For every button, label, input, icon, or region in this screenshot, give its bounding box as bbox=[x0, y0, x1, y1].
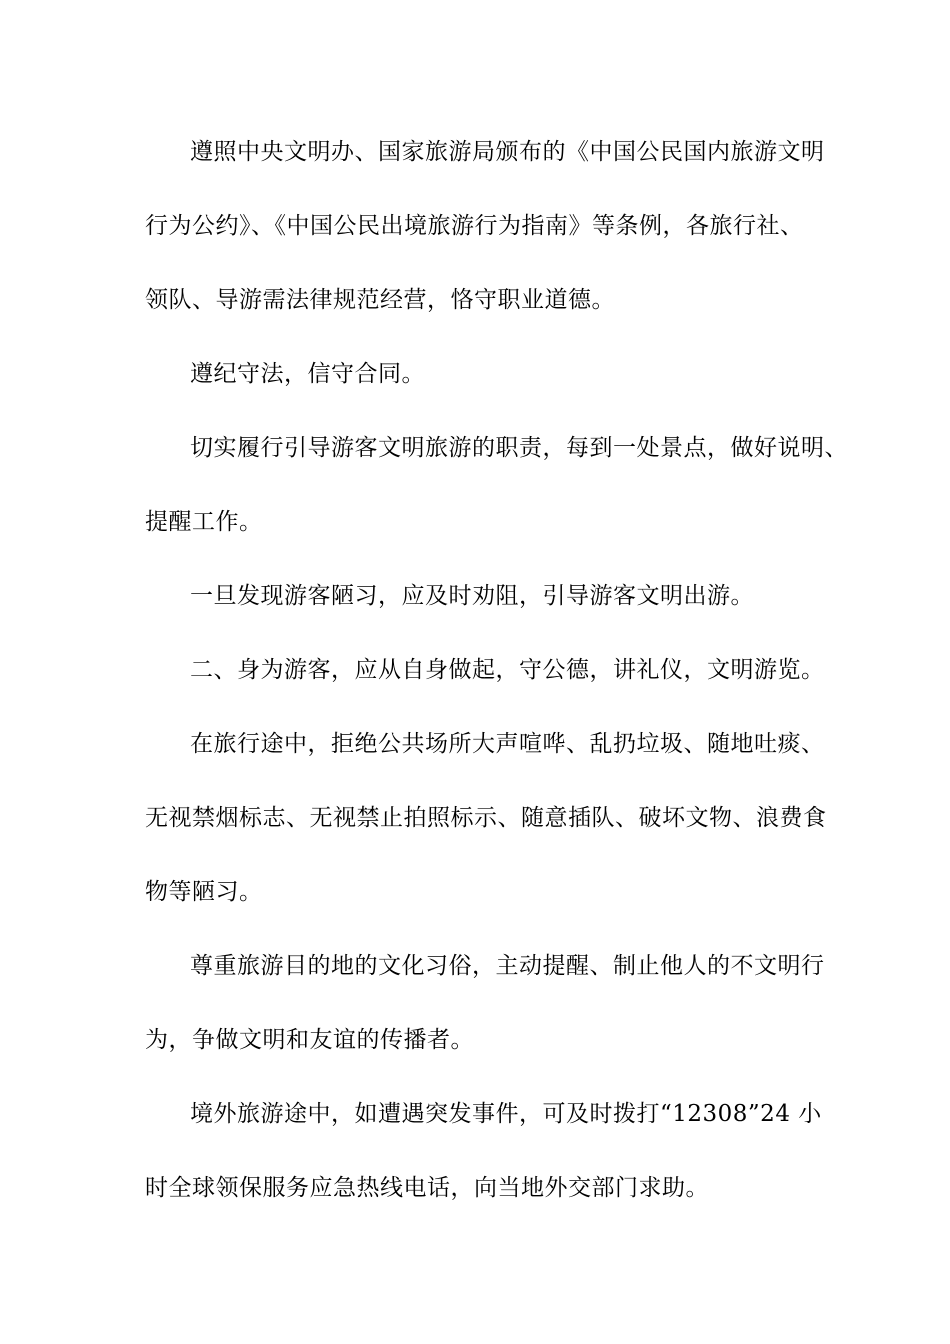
paragraph-line: 境外旅游途中，如遭遇突发事件，可及时拨打“12308”24 小 bbox=[190, 1101, 822, 1127]
paragraph-line: 二、身为游客，应从自身做起，守公德，讲礼仪，文明游览。 bbox=[190, 657, 825, 683]
paragraph-line: 物等陋习。 bbox=[145, 879, 263, 905]
paragraph-line: 无视禁烟标志、无视禁止拍照标示、随意插队、破坏文物、浪费食 bbox=[145, 805, 827, 831]
paragraph-line: 行为公约》、《中国公民出境旅游行为指南》等条例，各旅行社、 bbox=[145, 213, 804, 239]
paragraph-line: 一旦发现游客陋习，应及时劝阻，引导游客文明出游。 bbox=[190, 583, 754, 609]
paragraph-line: 遵照中央文明办、国家旅游局颁布的《中国公民国内旅游文明 bbox=[190, 139, 825, 165]
paragraph-line: 时全球领保服务应急热线电话，向当地外交部门求助。 bbox=[145, 1175, 709, 1201]
paragraph-line: 提醒工作。 bbox=[145, 509, 263, 535]
paragraph-line: 领队、导游需法律规范经营，恪守职业道德。 bbox=[145, 287, 615, 313]
paragraph-line: 尊重旅游目的地的文化习俗，主动提醒、制止他人的不文明行 bbox=[190, 953, 825, 979]
paragraph-line: 切实履行引导游客文明旅游的职责，每到一处景点，做好说明、 bbox=[190, 435, 848, 461]
paragraph-line: 为，争做文明和友谊的传播者。 bbox=[145, 1027, 474, 1053]
paragraph-line: 在旅行途中，拒绝公共场所大声喧哗、乱扔垃圾、随地吐痰、 bbox=[190, 731, 825, 757]
paragraph-line: 遵纪守法，信守合同。 bbox=[190, 361, 425, 387]
